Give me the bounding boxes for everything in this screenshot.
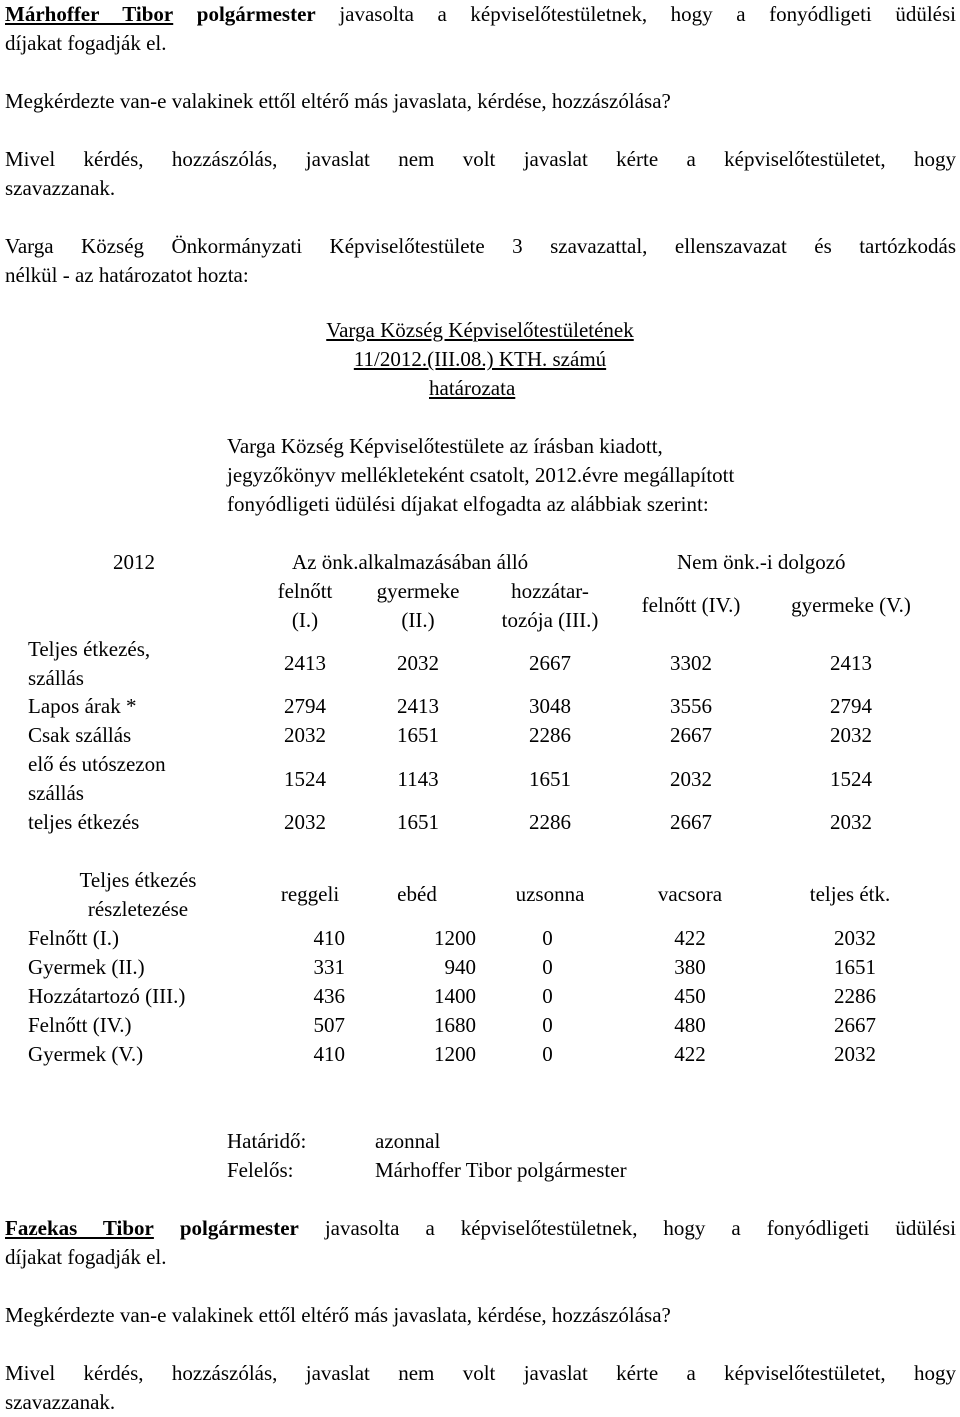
table-cell: 2667 xyxy=(670,723,712,747)
table-cell: 1651 xyxy=(834,955,876,979)
resolution-body-1: Varga Község Képviselőtestülete az írásban kiadott, xyxy=(227,434,663,458)
table-cell: 2667 xyxy=(529,651,571,675)
table-cell: 1200 xyxy=(434,1042,476,1066)
group-header-employees: Az önk.alkalmazásában álló xyxy=(292,550,529,574)
table-cell: 3302 xyxy=(670,651,712,675)
row-label-cont: szállás xyxy=(28,666,84,690)
table-cell: 0 xyxy=(542,1042,553,1066)
mayor-name-2: Fazekas Tibor xyxy=(5,1216,154,1240)
row-label: Gyermek (II.) xyxy=(28,955,145,979)
table-cell: 0 xyxy=(542,926,553,950)
table-cell: 2032 xyxy=(830,810,872,834)
responsible-label: Felelős: xyxy=(227,1158,294,1182)
resolution-body-3: fonyódligeti üdülési díjakat elfogadta az alábbiak szerint: xyxy=(227,492,709,516)
table-cell: 331 xyxy=(313,955,345,979)
table-cell: 2286 xyxy=(529,723,571,747)
row-label: Hozzátartozó (III.) xyxy=(28,984,186,1008)
table-cell: 2032 xyxy=(670,767,712,791)
question-paragraph-2: Megkérdezte van-e valakinek ettől eltérő más javaslata, kérdése, hozzászólása? xyxy=(5,1303,671,1327)
col-header-relative-num: tozója (III.) xyxy=(501,608,599,632)
table-cell: 2667 xyxy=(834,1013,876,1037)
vote-paragraph-2 xyxy=(5,1359,956,1417)
row-label: teljes étkezés xyxy=(28,810,140,834)
question-paragraph-1: Megkérdezte van-e valakinek ettől eltérő más javaslata, kérdése, hozzászólása? xyxy=(5,89,671,113)
table-cell: 507 xyxy=(313,1013,345,1037)
row-label: elő és utószezon xyxy=(28,752,166,776)
proposal-paragraph-1 xyxy=(5,0,956,58)
resolution-heading-2: 11/2012.(III.08.) KTH. számú xyxy=(353,347,607,371)
proposal-text: javasolta a képviselőtestületnek, hogy a fonyódligeti üdülési xyxy=(315,2,956,26)
table-cell: 380 xyxy=(674,955,706,979)
col-header-snack: uzsonna xyxy=(515,882,585,906)
group-header-external: Nem önk.-i dolgozó xyxy=(677,550,846,574)
col-header-adult: felnőtt xyxy=(277,579,333,603)
table-cell: 0 xyxy=(542,984,553,1008)
table-cell: 1143 xyxy=(397,767,439,791)
table-cell: 3556 xyxy=(670,694,712,718)
table-cell: 2794 xyxy=(830,694,872,718)
table-cell: 2413 xyxy=(284,651,326,675)
row-label-cont: szállás xyxy=(28,781,84,805)
row-label: Lapos árak * xyxy=(28,694,137,718)
table-cell: 422 xyxy=(674,1042,706,1066)
table-cell: 2667 xyxy=(670,810,712,834)
col-header-ext-adult: felnőtt (IV.) xyxy=(641,593,741,617)
row-label: Gyermek (V.) xyxy=(28,1042,144,1066)
result-line1: Varga Község Önkormányzati Képviselőtestülete 3 szavazattal, ellenszavazat és tartózkodás xyxy=(5,234,956,258)
row-label: Felnőtt (IV.) xyxy=(28,1013,132,1037)
col-header-child-num: (II.) xyxy=(401,608,435,632)
row-label: Csak szállás xyxy=(28,723,132,747)
proposal-paragraph-2 xyxy=(5,1214,956,1272)
table-cell: 0 xyxy=(542,955,553,979)
table-cell: 480 xyxy=(674,1013,706,1037)
deadline-label: Határidő: xyxy=(227,1129,307,1153)
col-header-breakfast: reggeli xyxy=(280,882,340,906)
table-cell: 1651 xyxy=(529,767,571,791)
table-cell: 422 xyxy=(674,926,706,950)
col-header-child: gyermeke xyxy=(376,579,460,603)
table-year: 2012 xyxy=(113,550,155,574)
col-header-ext-child: gyermeke (V.) xyxy=(791,593,911,617)
col-header-dinner: vacsora xyxy=(657,882,723,906)
table-cell: 2032 xyxy=(834,1042,876,1066)
table-cell: 410 xyxy=(313,1042,345,1066)
vote-line1-2: Mivel kérdés, hozzászólás, javaslat nem volt javaslat kérte a képviselőtestületet, hogy xyxy=(5,1361,956,1385)
resolution-heading-1: Varga Község Képviselőtestületének xyxy=(326,318,634,342)
result-paragraph xyxy=(5,232,956,290)
table-cell: 2413 xyxy=(397,694,439,718)
table-cell: 1680 xyxy=(434,1013,476,1037)
table-cell: 2286 xyxy=(529,810,571,834)
col-header-relative: hozzátar- xyxy=(511,579,589,603)
table-cell: 436 xyxy=(313,984,345,1008)
table-cell: 410 xyxy=(313,926,345,950)
proposal-text-2-line2: díjakat fogadják el. xyxy=(5,1245,167,1269)
row-label: Teljes étkezés, xyxy=(28,637,151,661)
table-cell: 2413 xyxy=(830,651,872,675)
table-cell: 2032 xyxy=(830,723,872,747)
vote-line1: Mivel kérdés, hozzászólás, javaslat nem volt javaslat kérte a képviselőtestületet, hogy xyxy=(5,147,956,171)
result-line2: nélkül - az határozatot hozta: xyxy=(5,263,249,287)
table-cell: 2032 xyxy=(397,651,439,675)
row-label: Felnőtt (I.) xyxy=(28,926,119,950)
responsible-value: Márhoffer Tibor polgármester xyxy=(375,1158,627,1182)
table-cell: 1651 xyxy=(397,810,439,834)
breakdown-header-label-cont: részletezése xyxy=(87,897,189,921)
vote-line2-2: szavazzanak. xyxy=(5,1390,116,1414)
table-cell: 1524 xyxy=(830,767,872,791)
mayor-title-2: polgármester xyxy=(179,1216,299,1240)
proposal-text-2: javasolta a képviselőtestületnek, hogy a fonyódligeti üdülési xyxy=(298,1216,956,1240)
table-cell: 1651 xyxy=(397,723,439,747)
table-cell: 1524 xyxy=(284,767,326,791)
vote-line2: szavazzanak. xyxy=(5,176,116,200)
vote-paragraph-1 xyxy=(5,145,956,203)
table-cell: 2032 xyxy=(284,810,326,834)
proposal-text-line2: díjakat fogadják el. xyxy=(5,31,167,55)
table-cell: 1400 xyxy=(434,984,476,1008)
table-cell: 2794 xyxy=(284,694,326,718)
table-cell: 2286 xyxy=(834,984,876,1008)
table-cell: 940 xyxy=(444,955,476,979)
table-cell: 2032 xyxy=(834,926,876,950)
table-cell: 0 xyxy=(542,1013,553,1037)
col-header-adult-num: (I.) xyxy=(291,608,319,632)
table-cell: 3048 xyxy=(529,694,571,718)
col-header-lunch: ebéd xyxy=(397,882,437,906)
deadline-value: azonnal xyxy=(375,1129,441,1153)
resolution-body-2: jegyzőkönyv mellékleteként csatolt, 2012.évre megállapított xyxy=(227,463,735,487)
table-cell: 450 xyxy=(674,984,706,1008)
col-header-full: teljes étk. xyxy=(809,882,891,906)
mayor-name: Márhoffer Tibor xyxy=(5,2,174,26)
mayor-title: polgármester xyxy=(196,2,316,26)
resolution-heading-3: határozata xyxy=(429,376,516,400)
breakdown-header-label: Teljes étkezés xyxy=(79,868,197,892)
table-cell: 1200 xyxy=(434,926,476,950)
table-cell: 2032 xyxy=(284,723,326,747)
